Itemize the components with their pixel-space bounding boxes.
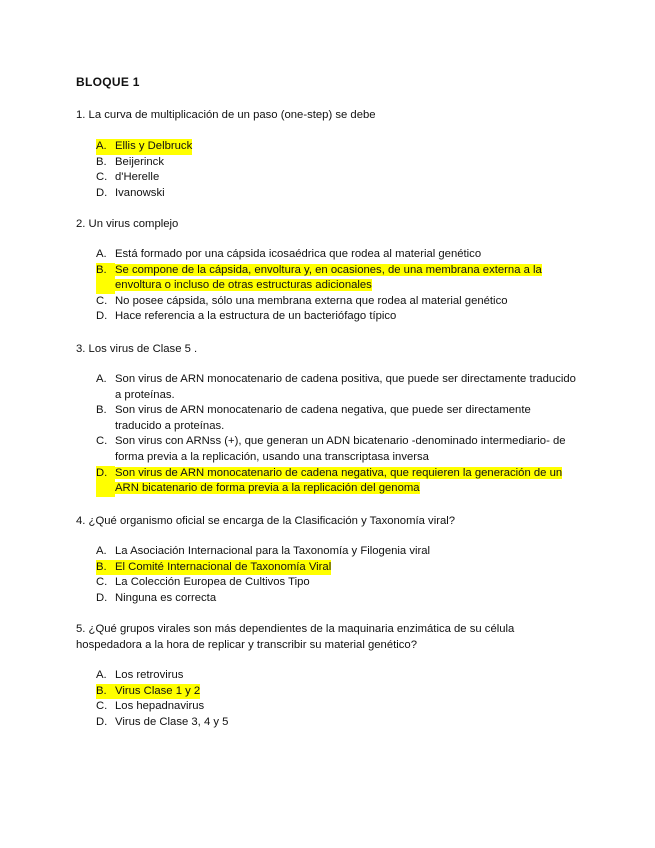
question-3-options	[96, 372, 576, 497]
option-text: La Asociación Internacional para la Taxonomía y Filogenia viral	[115, 545, 431, 557]
option-2d	[96, 309, 576, 325]
option-5b	[96, 684, 576, 700]
option-text: El Comité Internacional de Taxonomía Viral	[115, 560, 331, 576]
option-text: Son virus de ARN monocatenario de cadena positiva, que puede ser directamente traducido a proteínas.	[115, 373, 576, 401]
option-2c	[96, 294, 576, 310]
option-text	[115, 263, 576, 294]
option-letter: C.	[96, 576, 108, 589]
option-3a	[96, 372, 576, 403]
option-5a	[96, 668, 576, 684]
option-letter: C.	[96, 435, 108, 448]
option-letter: A.	[96, 373, 107, 385]
option-4b	[96, 560, 576, 576]
question-2-prompt: 2. Un virus complejo	[76, 218, 179, 230]
option-letter: B.	[96, 404, 107, 417]
option-letter: D.	[96, 466, 115, 497]
option-letter: C.	[96, 294, 108, 307]
question-3-prompt: 3. Los virus de Clase 5 .	[76, 343, 198, 355]
option-1a	[96, 139, 576, 155]
option-text: Beijerinck	[115, 155, 164, 168]
option-text-highlight: Son virus de ARN monocatenario de cadena negativa, que requieren la generación de un ARN bicatenario de forma previa a la replicación del genoma	[115, 466, 563, 495]
option-4a	[96, 544, 576, 560]
option-letter: B.	[96, 684, 115, 700]
option-3d	[96, 466, 576, 497]
option-text: Está formado por una cápsida icosaédrica que rodea al material genético	[115, 248, 482, 260]
option-text	[115, 466, 576, 497]
option-4c	[96, 575, 576, 591]
option-text: Hace referencia a la estructura de un bacteriófago típico	[115, 310, 397, 323]
option-2b	[96, 263, 576, 294]
option-text: Ellis y Delbruck	[115, 139, 192, 155]
option-3c	[96, 434, 576, 465]
option-letter: D.	[96, 186, 108, 199]
option-letter: A.	[96, 248, 107, 260]
option-2a	[96, 247, 576, 263]
option-text: d'Herelle	[115, 171, 160, 184]
question-5-prompt: 5. ¿Qué grupos virales son más dependientes de la maquinaria enzimática de su célula hospedadora a la hora de replicar y transcribir su material genético?	[76, 623, 515, 651]
option-text: Son virus con ARNss (+), que generan un ADN bicatenario -denominado intermediario- de forma previa a la replicación, usando una transcriptasa inversa	[115, 435, 566, 463]
option-text: Virus Clase 1 y 2	[115, 684, 200, 700]
option-5d	[96, 715, 576, 731]
question-4-prompt: 4. ¿Qué organismo oficial se encarga de la Clasificación y Taxonomía viral?	[76, 515, 456, 527]
option-letter: D.	[96, 591, 108, 604]
option-text: Virus de Clase 3, 4 y 5	[115, 715, 229, 728]
option-text: Los retrovirus	[115, 669, 184, 681]
option-letter: C.	[96, 700, 108, 713]
question-1-options	[96, 139, 576, 201]
question-2-options	[96, 247, 576, 325]
block-heading: BLOQUE 1	[76, 75, 140, 89]
option-letter: D.	[96, 310, 108, 323]
option-letter: C.	[96, 171, 108, 184]
option-letter: D.	[96, 715, 108, 728]
option-letter: B.	[96, 155, 107, 168]
option-letter: A.	[96, 545, 107, 557]
question-1-prompt: 1. La curva de multiplicación de un paso (one-step) se debe	[76, 109, 376, 121]
option-letter: A.	[96, 669, 107, 681]
question-4-options	[96, 544, 576, 606]
option-letter: B.	[96, 263, 115, 294]
option-text: No posee cápsida, sólo una membrana externa que rodea al material genético	[115, 294, 508, 307]
option-text: Ninguna es correcta	[115, 591, 217, 604]
option-text: La Colección Europea de Cultivos Tipo	[115, 576, 310, 589]
option-5c	[96, 699, 576, 715]
option-1d	[96, 186, 576, 202]
option-1b	[96, 155, 576, 171]
option-text-highlight: Se compone de la cápsida, envoltura y, en ocasiones, de una membrana externa a la envoltura o incluso de otras estructuras adicionales	[115, 263, 542, 292]
option-letter: B.	[96, 560, 115, 576]
option-letter: A.	[96, 139, 115, 155]
option-text: Son virus de ARN monocatenario de cadena negativa, que puede ser directamente traducido a proteínas.	[115, 404, 531, 432]
option-4d	[96, 591, 576, 607]
question-5-options	[96, 668, 576, 730]
option-text: Los hepadnavirus	[115, 700, 205, 713]
option-3b	[96, 403, 576, 434]
option-1c	[96, 170, 576, 186]
option-text: Ivanowski	[115, 186, 165, 199]
